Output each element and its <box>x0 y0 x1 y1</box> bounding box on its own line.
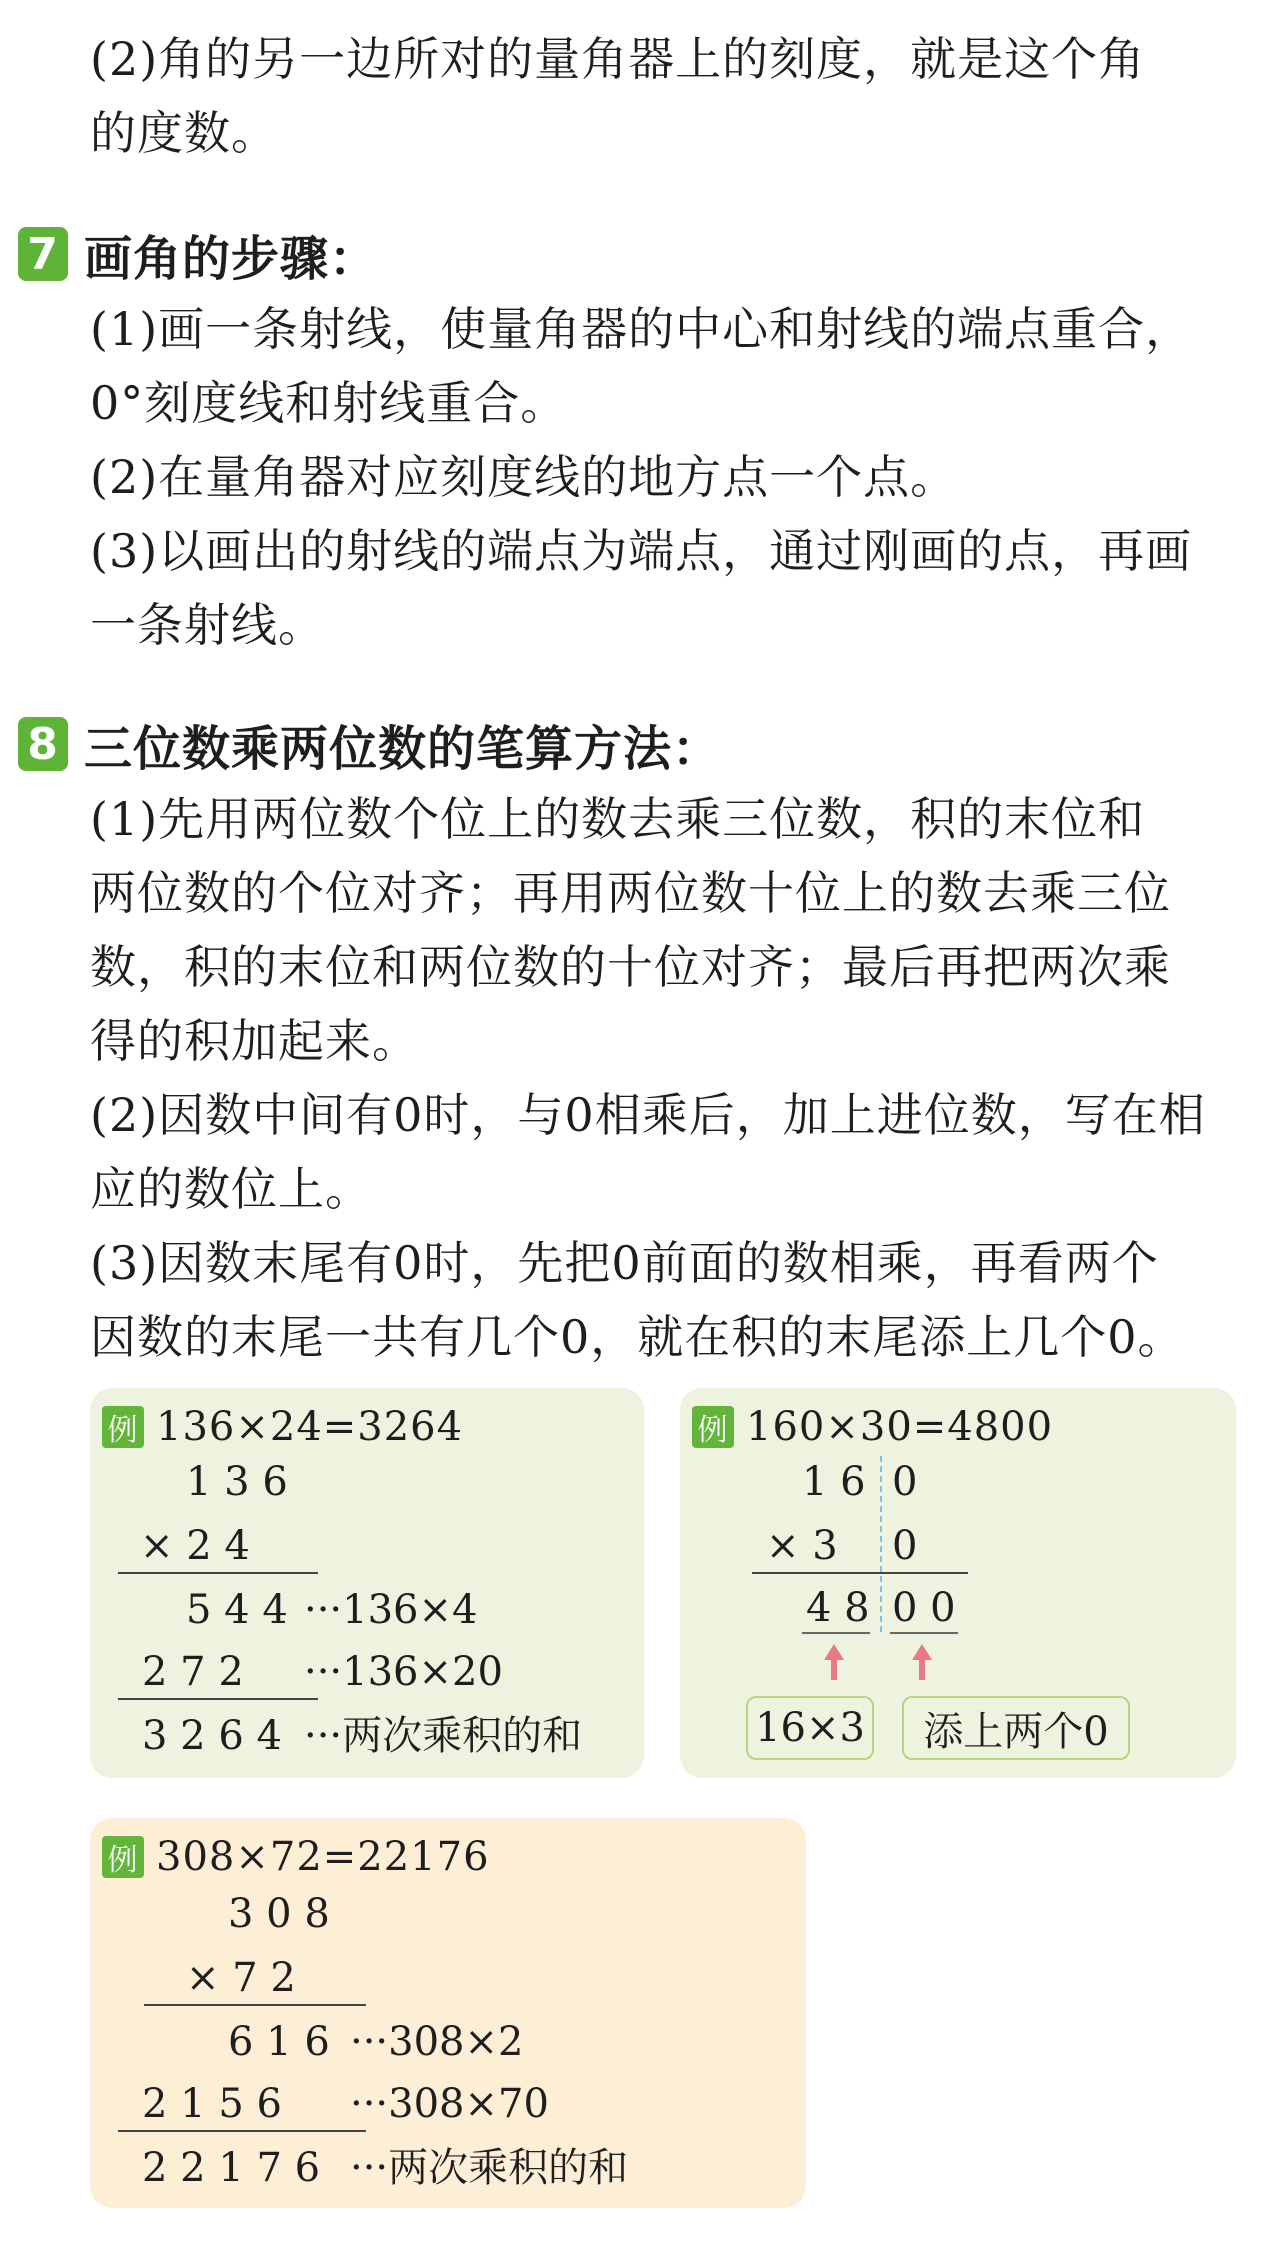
example2-multiplicand-zero: 0 <box>892 1459 918 1505</box>
section8-line: (2)因数中间有0时，与0相乘后，加上进位数，写在相 <box>90 1088 1206 1142</box>
example3-note3: ···两次乘积的和 <box>350 2145 629 2191</box>
example1-rule-1 <box>118 1572 318 1574</box>
section7-heading <box>18 226 379 287</box>
example2-multiplier-left: × 3 <box>766 1523 838 1569</box>
section8-line: (3)因数末尾有0时，先把0前面的数相乘，再看两个 <box>90 1236 1159 1290</box>
example2-label-badge: 例 <box>692 1406 734 1448</box>
example1-equation-line <box>102 1404 463 1450</box>
section8-line: (1)先用两位数个位上的数去乘三位数，积的末位和 <box>90 792 1146 846</box>
section8-title: 三位数乘两位数的笔算方法： <box>84 720 722 777</box>
example1-note1: ···136×4 <box>304 1587 478 1633</box>
example2-product-zeros: 0 0 <box>892 1585 956 1631</box>
example1-equation: 136×24=3264 <box>156 1404 464 1450</box>
example3-note2: ···308×70 <box>350 2081 549 2127</box>
section7-title: 画角的步骤： <box>84 230 379 287</box>
section8-line: 得的积加起来。 <box>90 1014 419 1068</box>
example2-underline-right <box>890 1632 958 1634</box>
example2-tag-add-zeros: 添上两个0 <box>902 1696 1130 1760</box>
example3-label-badge: 例 <box>102 1836 144 1878</box>
section8-line: 数，积的末位和两位数的十位对齐；最后再把两次乘 <box>90 940 1171 994</box>
section8-line: 应的数位上。 <box>90 1162 372 1216</box>
section7-line: 0°刻度线和射线重合。 <box>90 376 568 430</box>
example1-product: 3 2 6 4 <box>142 1713 282 1759</box>
example3-rule-1 <box>144 2004 366 2006</box>
section8-number-badge: 8 <box>18 717 68 771</box>
example3-equation-line <box>102 1834 490 1880</box>
arrow-up-icon <box>912 1644 932 1660</box>
example2-rule <box>752 1572 968 1574</box>
example3-multiplier: × 7 2 <box>186 1955 296 2001</box>
example2-divider-dash <box>880 1456 882 1632</box>
example2-equation-line <box>692 1404 1053 1450</box>
example2-multiplicand-left: 1 6 <box>802 1459 866 1505</box>
example1-multiplier: × 2 4 <box>140 1523 250 1569</box>
arrow-up-icon-stem <box>919 1660 925 1680</box>
example1-note2: ···136×20 <box>304 1649 503 1695</box>
example2-product-left: 4 8 <box>806 1585 870 1631</box>
section8-line: 因数的末尾一共有几个0，就在积的末尾添上几个0。 <box>90 1310 1185 1364</box>
section7-line: 一条射线。 <box>90 598 325 652</box>
example1-partial2: 2 7 2 <box>142 1649 244 1695</box>
arrow-up-icon-stem <box>831 1660 837 1680</box>
example1-note3: ···两次乘积的和 <box>304 1713 583 1759</box>
example3-rule-2 <box>118 2130 366 2132</box>
top-para-line2: 的度数。 <box>90 106 278 160</box>
section7-line: (2)在量角器对应刻度线的地方点一个点。 <box>90 450 958 504</box>
example3-partial1: 6 1 6 <box>228 2019 330 2065</box>
example1-multiplicand: 1 3 6 <box>186 1459 288 1505</box>
section8-line: 两位数的个位对齐；再用两位数十位上的数去乘三位 <box>90 866 1171 920</box>
section7-number-badge: 7 <box>18 227 68 281</box>
example2-equation: 160×30=4800 <box>746 1404 1054 1450</box>
example1-partial1: 5 4 4 <box>186 1587 288 1633</box>
arrow-up-icon <box>824 1644 844 1660</box>
example2-underline-left <box>802 1632 870 1634</box>
example2-tag-16x3: 16×3 <box>746 1696 874 1760</box>
section7-line: (3)以画出的射线的端点为端点，通过刚画的点，再画 <box>90 524 1193 578</box>
section8-heading <box>18 716 722 777</box>
example3-product: 2 2 1 7 6 <box>142 2145 321 2191</box>
example2-multiplier-zero: 0 <box>892 1523 918 1569</box>
section7-line: (1)画一条射线，使量角器的中心和射线的端点重合， <box>90 302 1193 356</box>
top-para-line1: (2)角的另一边所对的量角器上的刻度，就是这个角 <box>90 32 1146 86</box>
example3-equation: 308×72=22176 <box>156 1834 490 1880</box>
example3-note1: ···308×2 <box>350 2019 524 2065</box>
example1-rule-2 <box>118 1698 318 1700</box>
example3-multiplicand: 3 0 8 <box>228 1891 330 1937</box>
example1-label-badge: 例 <box>102 1406 144 1448</box>
example3-partial2: 2 1 5 6 <box>142 2081 282 2127</box>
